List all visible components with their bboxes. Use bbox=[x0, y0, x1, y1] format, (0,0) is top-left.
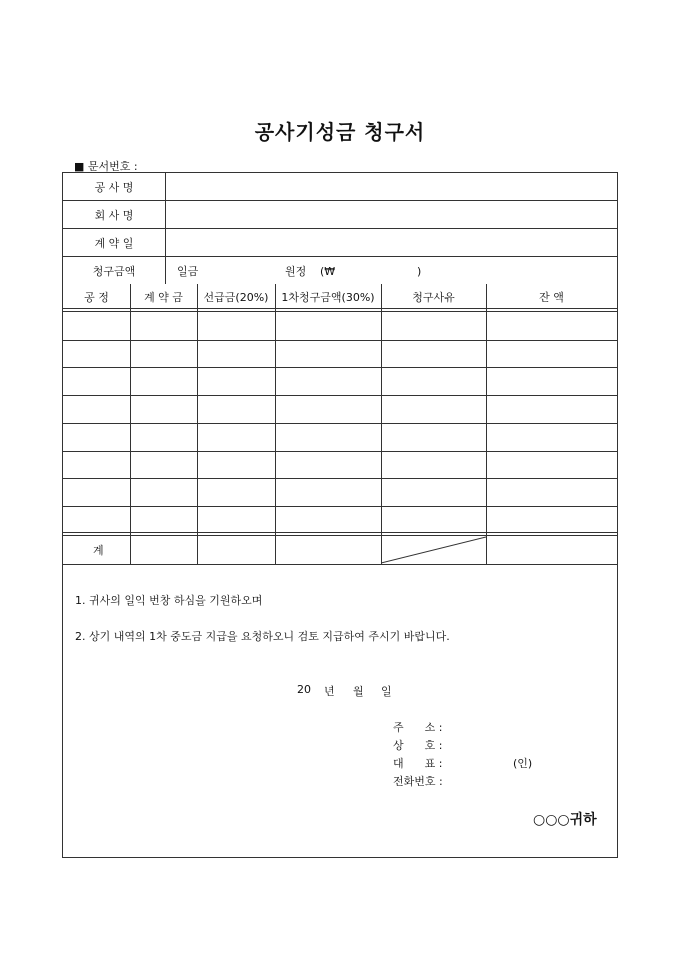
table-cell[interactable] bbox=[275, 367, 381, 395]
table-cell[interactable] bbox=[486, 312, 617, 340]
info-label-company: 회 사 명 bbox=[63, 201, 165, 229]
table-cell[interactable] bbox=[63, 340, 130, 368]
table-cell[interactable] bbox=[275, 506, 381, 534]
amount-won-close: ) bbox=[417, 264, 422, 278]
table-cell[interactable] bbox=[130, 367, 197, 395]
info-label-contract-date: 계 약 일 bbox=[63, 229, 165, 257]
total-cell[interactable] bbox=[130, 536, 197, 564]
table-cell[interactable] bbox=[486, 478, 617, 506]
table-header-cell: 계 약 금 bbox=[130, 284, 197, 310]
date-year-prefix: 20 bbox=[297, 683, 311, 696]
table-cell[interactable] bbox=[381, 367, 486, 395]
total-reason-diagonal bbox=[381, 536, 486, 564]
table-header-cell: 1차청구금액(30%) bbox=[275, 284, 381, 310]
table-cell[interactable] bbox=[130, 478, 197, 506]
table-cell[interactable] bbox=[197, 367, 275, 395]
table-cell[interactable] bbox=[381, 478, 486, 506]
table-header-cell: 선급금(20%) bbox=[197, 284, 275, 310]
info-value-contract-date[interactable] bbox=[165, 229, 617, 257]
form-frame bbox=[62, 172, 618, 858]
table-cell[interactable] bbox=[130, 423, 197, 451]
table-cell[interactable] bbox=[275, 340, 381, 368]
table-header-cell: 청구사유 bbox=[381, 284, 486, 310]
sig-phone: 전화번호 : bbox=[393, 775, 443, 788]
table-cell[interactable] bbox=[381, 506, 486, 534]
table-cell[interactable] bbox=[197, 478, 275, 506]
table-cell[interactable] bbox=[63, 451, 130, 479]
table-cell[interactable] bbox=[130, 340, 197, 368]
table-cell[interactable] bbox=[130, 395, 197, 423]
table-cell[interactable] bbox=[381, 395, 486, 423]
info-value-company[interactable] bbox=[165, 201, 617, 229]
note-1: 1. 귀사의 일익 번창 하심을 기원하오며 bbox=[75, 594, 263, 607]
table-cell[interactable] bbox=[63, 506, 130, 534]
table-cell[interactable] bbox=[63, 312, 130, 340]
table-cell[interactable] bbox=[130, 312, 197, 340]
amount-won-open: (₩ bbox=[320, 264, 336, 278]
table-cell[interactable] bbox=[275, 312, 381, 340]
date-month: 월 bbox=[353, 685, 364, 698]
sig-representative: 대 표 : bbox=[393, 757, 443, 770]
table-cell[interactable] bbox=[130, 451, 197, 479]
table-cell[interactable] bbox=[63, 423, 130, 451]
table-cell[interactable] bbox=[63, 395, 130, 423]
table-cell[interactable] bbox=[197, 340, 275, 368]
table-cell[interactable] bbox=[486, 451, 617, 479]
table-cell[interactable] bbox=[381, 423, 486, 451]
sig-seal: (인) bbox=[513, 757, 533, 770]
table-header-cell: 공 정 bbox=[63, 284, 130, 310]
table-cell[interactable] bbox=[275, 451, 381, 479]
table-cell[interactable] bbox=[486, 395, 617, 423]
table-cell[interactable] bbox=[486, 423, 617, 451]
table-cell[interactable] bbox=[197, 451, 275, 479]
total-label: 계 bbox=[63, 536, 130, 564]
info-label-amount: 청구금액 bbox=[63, 257, 165, 285]
document-title: 공사기성금 청구서 bbox=[254, 120, 426, 144]
recipient: ○○○귀하 bbox=[533, 812, 597, 828]
date-day: 일 bbox=[381, 685, 392, 698]
info-value-project[interactable] bbox=[165, 173, 617, 201]
table-cell[interactable] bbox=[381, 340, 486, 368]
table-cell[interactable] bbox=[130, 506, 197, 534]
table-cell[interactable] bbox=[381, 312, 486, 340]
table-cell[interactable] bbox=[381, 451, 486, 479]
date-year: 년 bbox=[324, 685, 335, 698]
table-cell[interactable] bbox=[197, 395, 275, 423]
info-value-amount[interactable] bbox=[165, 257, 617, 285]
total-cell[interactable] bbox=[275, 536, 381, 564]
table-header-cell: 잔 액 bbox=[486, 284, 617, 310]
sig-company: 상 호 : bbox=[393, 739, 443, 752]
table-cell[interactable] bbox=[275, 395, 381, 423]
table-cell[interactable] bbox=[197, 506, 275, 534]
table-cell[interactable] bbox=[486, 340, 617, 368]
amount-prefix: 일금 bbox=[177, 265, 199, 278]
info-label-project: 공 사 명 bbox=[63, 173, 165, 201]
doc-number-label: ■ 문서번호 : bbox=[74, 160, 138, 173]
table-cell[interactable] bbox=[63, 367, 130, 395]
table-cell[interactable] bbox=[486, 506, 617, 534]
table-cell[interactable] bbox=[275, 478, 381, 506]
amount-suffix: 원정 bbox=[285, 265, 307, 278]
table-cell[interactable] bbox=[486, 367, 617, 395]
sig-address: 주 소 : bbox=[393, 721, 443, 734]
total-cell[interactable] bbox=[486, 536, 617, 564]
table-cell[interactable] bbox=[63, 478, 130, 506]
total-cell[interactable] bbox=[197, 536, 275, 564]
table-cell[interactable] bbox=[197, 312, 275, 340]
note-2: 2. 상기 내역의 1차 중도금 지급을 요청하오니 검토 지급하여 주시기 바랍니다. bbox=[75, 630, 450, 643]
table-cell[interactable] bbox=[275, 423, 381, 451]
table-cell[interactable] bbox=[197, 423, 275, 451]
